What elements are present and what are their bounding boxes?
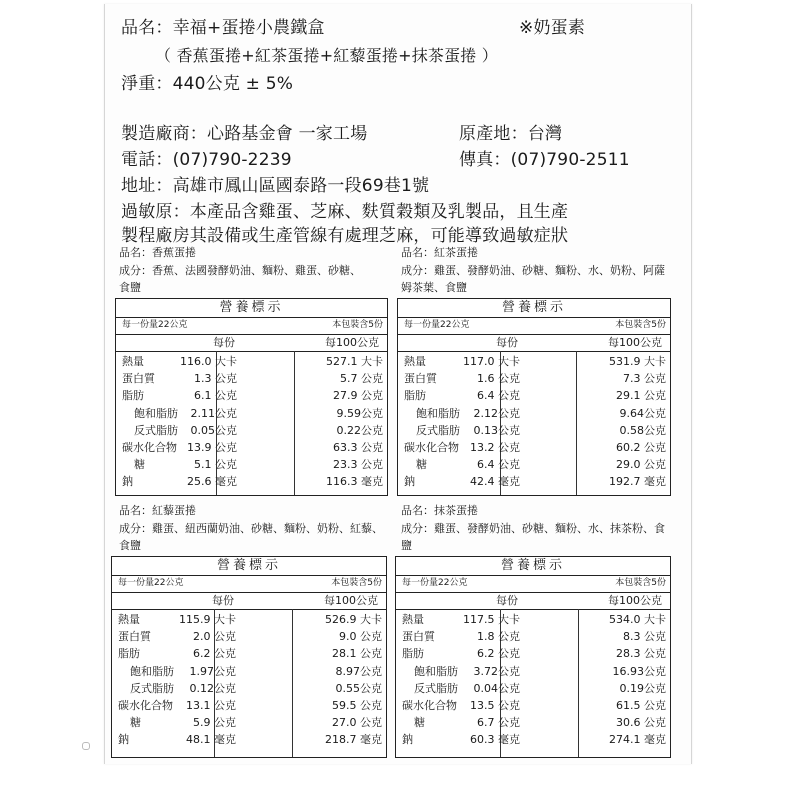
value-per-100g: 59.5 公克 (332, 698, 382, 712)
flavor-list: （ 香蕉蛋捲+紅茶蛋捲+紅藜蛋捲+抹茶蛋捲 ） (155, 46, 498, 65)
value-per-serving: 6.2 公克 (193, 647, 236, 661)
nutrient-label: 碳水化合物 (118, 698, 173, 712)
value-per-serving: 115.9 大卡 (179, 613, 236, 626)
nutrient-label: 反式脂肪 (416, 423, 460, 437)
nutrition-row (112, 731, 386, 748)
nutrition-table-black-tea (397, 298, 671, 496)
value-per-serving: 2.12公克 (473, 406, 520, 420)
ingredients-banana: 成分：香蕉、法國發酵奶油、麵粉、雞蛋、砂糖、食鹽 (119, 264, 361, 294)
value-per-100g: 60.2 公克 (616, 440, 666, 454)
nutrient-label: 糖 (134, 458, 145, 472)
scan-mark-icon (82, 742, 90, 750)
nutrition-table-banana (115, 298, 388, 496)
nutrient-label: 碳水化合物 (122, 440, 177, 454)
servings-per-pack: 本包裝含5份 (615, 578, 666, 588)
nutrition-row (112, 680, 386, 697)
value-per-serving: 6.4 公克 (477, 389, 520, 403)
col-per-100g: 每100公克 (608, 336, 662, 349)
nutrition-row (398, 370, 670, 387)
nutrient-label: 熱量 (118, 613, 140, 626)
value-per-100g: 527.1 大卡 (326, 355, 383, 368)
nutrient-label: 鈉 (118, 733, 129, 747)
nutrition-row (398, 353, 670, 370)
value-per-serving: 1.8 公克 (477, 630, 520, 644)
serving-size: 每一份量22公克 (404, 320, 470, 330)
value-per-serving: 0.05公克 (190, 423, 237, 437)
value-per-serving: 6.4 公克 (477, 458, 520, 472)
nutrition-row (116, 456, 387, 473)
value-per-serving: 0.13公克 (473, 423, 520, 437)
nutrient-label: 糖 (414, 716, 425, 730)
value-per-serving: 2.11公克 (190, 406, 237, 420)
value-per-serving: 6.1 公克 (194, 389, 237, 403)
col-per-serving: 每份 (496, 594, 518, 607)
serving-size: 每一份量22公克 (402, 578, 468, 588)
value-per-100g: 16.93公克 (612, 664, 666, 678)
col-per-serving: 每份 (496, 336, 518, 349)
nutrition-title: 營養標示 (112, 557, 386, 576)
nutrient-label: 碳水化合物 (404, 440, 459, 454)
nutrition-row (116, 370, 387, 387)
phone: 電話：(07)790-2239 (121, 150, 292, 170)
manufacturer: 製造廠商：心路基金會 一家工場 (121, 124, 368, 144)
value-per-serving: 6.2 公克 (477, 647, 520, 661)
value-per-100g: 28.1 公克 (332, 647, 382, 661)
nutrient-label: 脂肪 (404, 389, 426, 403)
nutrition-row (396, 663, 670, 680)
nutrient-label: 蛋白質 (402, 630, 435, 644)
nutrient-label: 反式脂肪 (414, 681, 458, 695)
value-per-100g: 29.1 公克 (616, 389, 666, 403)
col-per-100g: 每100公克 (325, 336, 379, 349)
nutrition-row (112, 645, 386, 662)
value-per-serving: 1.6 公克 (477, 372, 520, 386)
nutrient-label: 蛋白質 (122, 372, 155, 386)
value-per-serving: 6.7 公克 (477, 716, 520, 730)
col-per-serving: 每份 (212, 594, 234, 607)
value-per-100g: 5.7 公克 (340, 372, 383, 386)
value-per-serving: 0.12公克 (189, 681, 236, 695)
value-per-100g: 531.9 大卡 (609, 355, 666, 368)
nutrition-row (112, 611, 386, 628)
value-per-100g: 534.0 大卡 (609, 613, 666, 626)
nutrient-label: 熱量 (402, 613, 424, 626)
nutrition-row (116, 387, 387, 404)
value-per-100g: 526.9 大卡 (325, 613, 382, 626)
value-per-serving: 60.3 毫克 (470, 733, 520, 747)
nutrition-row (396, 628, 670, 645)
value-per-100g: 9.0 公克 (339, 630, 382, 644)
net-weight: 淨重：440公克 ± 5% (121, 74, 294, 94)
value-per-serving: 117.5 大卡 (463, 613, 520, 626)
nutrition-rows (116, 353, 387, 491)
ingredients-matcha: 成分：雞蛋、發酵奶油、砂糖、麵粉、水、抹茶粉、食鹽 (401, 522, 665, 552)
nutrition-row (396, 611, 670, 628)
nutrient-label: 碳水化合物 (402, 698, 457, 712)
address: 地址：高雄市鳳山區國泰路一段69巷1號 (121, 176, 430, 196)
nutrient-label: 蛋白質 (118, 630, 151, 644)
nutrition-row (396, 697, 670, 714)
nutrient-label: 熱量 (122, 355, 144, 368)
value-per-100g: 27.0 公克 (332, 716, 382, 730)
value-per-100g: 28.3 公克 (616, 647, 666, 661)
value-per-100g: 116.3 毫克 (326, 475, 383, 489)
nutrient-label: 脂肪 (118, 647, 140, 661)
value-per-100g: 23.3 公克 (333, 458, 383, 472)
nutrition-row (396, 731, 670, 748)
nutrition-row (398, 422, 670, 439)
nutrition-row (398, 439, 670, 456)
value-per-100g: 0.55公克 (335, 681, 382, 695)
nutrition-title: 營養標示 (398, 299, 670, 318)
nutrient-label: 飽和脂肪 (414, 664, 458, 678)
value-per-100g: 9.59公克 (336, 406, 383, 420)
value-per-100g: 0.22公克 (336, 423, 383, 437)
allergen-line-2: 製程廠房其設備或生產管線有處理芝麻，可能導致過敏症狀 (121, 226, 569, 246)
servings-per-pack: 本包裝含5份 (331, 578, 382, 588)
nutrition-title: 營養標示 (116, 299, 387, 318)
serving-size: 每一份量22公克 (118, 578, 184, 588)
servings-per-pack: 本包裝含5份 (332, 320, 383, 330)
value-per-serving: 116.0 大卡 (180, 355, 237, 368)
col-per-100g: 每100公克 (324, 594, 378, 607)
nutrition-row (112, 697, 386, 714)
vegetarian-label: ※奶蛋素 (519, 18, 586, 38)
nutrient-label: 蛋白質 (404, 372, 437, 386)
value-per-100g: 0.19公克 (619, 681, 666, 695)
value-per-serving: 13.2 公克 (470, 440, 520, 454)
allergen-line-1: 過敏原：本產品含雞蛋、芝麻、麩質穀類及乳製品，且生產 (121, 202, 569, 222)
col-per-serving: 每份 (213, 336, 235, 349)
nutrient-label: 糖 (130, 716, 141, 730)
ingredients-red-quinoa: 成分：雞蛋、紐西蘭奶油、砂糖、麵粉、奶粉、紅藜、食鹽 (119, 522, 383, 552)
nutrition-row (116, 353, 387, 370)
nutrient-label: 糖 (416, 458, 427, 472)
nutrient-label: 脂肪 (122, 389, 144, 403)
value-per-serving: 1.3 公克 (194, 372, 237, 386)
col-per-100g: 每100公克 (608, 594, 662, 607)
value-per-serving: 13.9 公克 (187, 440, 237, 454)
value-per-100g: 29.0 公克 (616, 458, 666, 472)
value-per-100g: 9.64公克 (619, 406, 666, 420)
product-name-black-tea: 品名：紅茶蛋捲 (401, 246, 478, 259)
value-per-serving: 3.72公克 (473, 664, 520, 678)
nutrient-label: 脂肪 (402, 647, 424, 661)
value-per-100g: 0.58公克 (619, 423, 666, 437)
value-per-serving: 5.1 公克 (194, 458, 237, 472)
value-per-serving: 117.0 大卡 (463, 355, 520, 368)
value-per-serving: 1.97公克 (189, 664, 236, 678)
nutrition-row (396, 645, 670, 662)
nutrition-title: 營養標示 (396, 557, 670, 576)
nutrient-label: 鈉 (404, 475, 415, 489)
servings-per-pack: 本包裝含5份 (615, 320, 666, 330)
nutrition-table-red-quinoa (111, 556, 387, 758)
fax: 傳真：(07)790-2511 (459, 150, 630, 170)
nutrition-row (396, 714, 670, 731)
value-per-100g: 61.5 公克 (616, 698, 666, 712)
ingredients-black-tea: 成分：雞蛋、發酵奶油、砂糖、麵粉、水、奶粉、阿薩姆茶葉、食鹽 (401, 264, 665, 294)
nutrient-label: 鈉 (402, 733, 413, 747)
label-sheet (104, 4, 692, 764)
nutrient-label: 鈉 (122, 475, 133, 489)
serving-size: 每一份量22公克 (122, 320, 188, 330)
nutrition-table-matcha (395, 556, 671, 758)
value-per-serving: 48.1 毫克 (186, 733, 236, 747)
product-name: 品名：幸福+蛋捲小農鐵盒 (121, 18, 325, 38)
nutrition-row (396, 680, 670, 697)
nutrition-row (398, 405, 670, 422)
nutrition-row (398, 473, 670, 490)
value-per-100g: 30.6 公克 (616, 716, 666, 730)
product-name-matcha: 品名：抹茶蛋捲 (401, 504, 478, 517)
nutrition-row (112, 714, 386, 731)
value-per-100g: 8.97公克 (335, 664, 382, 678)
nutrition-row (112, 663, 386, 680)
nutrition-row (116, 405, 387, 422)
value-per-serving: 0.04公克 (473, 681, 520, 695)
nutrient-label: 反式脂肪 (130, 681, 174, 695)
value-per-100g: 218.7 毫克 (325, 733, 382, 747)
nutrition-rows (396, 611, 670, 749)
product-name-banana: 品名：香蕉蛋捲 (119, 246, 196, 259)
nutrient-label: 飽和脂肪 (130, 664, 174, 678)
value-per-serving: 5.9 公克 (193, 716, 236, 730)
nutrition-rows (398, 353, 670, 491)
value-per-100g: 8.3 公克 (623, 630, 666, 644)
product-name-red-quinoa: 品名：紅藜蛋捲 (119, 504, 196, 517)
value-per-100g: 192.7 毫克 (609, 475, 666, 489)
nutrient-label: 飽和脂肪 (134, 406, 178, 420)
nutrition-row (116, 422, 387, 439)
value-per-100g: 7.3 公克 (623, 372, 666, 386)
value-per-serving: 42.4 毫克 (470, 475, 520, 489)
value-per-serving: 13.1 公克 (186, 698, 236, 712)
nutrition-row (112, 628, 386, 645)
nutrition-row (116, 473, 387, 490)
value-per-serving: 13.5 公克 (470, 698, 520, 712)
value-per-serving: 2.0 公克 (193, 630, 236, 644)
value-per-100g: 63.3 公克 (333, 440, 383, 454)
nutrition-row (398, 387, 670, 404)
nutrition-row (116, 439, 387, 456)
value-per-100g: 274.1 毫克 (609, 733, 666, 747)
nutrition-row (398, 456, 670, 473)
nutrient-label: 飽和脂肪 (416, 406, 460, 420)
nutrient-label: 熱量 (404, 355, 426, 368)
nutrition-rows (112, 611, 386, 749)
value-per-100g: 27.9 公克 (333, 389, 383, 403)
origin: 原產地：台灣 (459, 124, 563, 144)
nutrient-label: 反式脂肪 (134, 423, 178, 437)
value-per-serving: 25.6 毫克 (187, 475, 237, 489)
